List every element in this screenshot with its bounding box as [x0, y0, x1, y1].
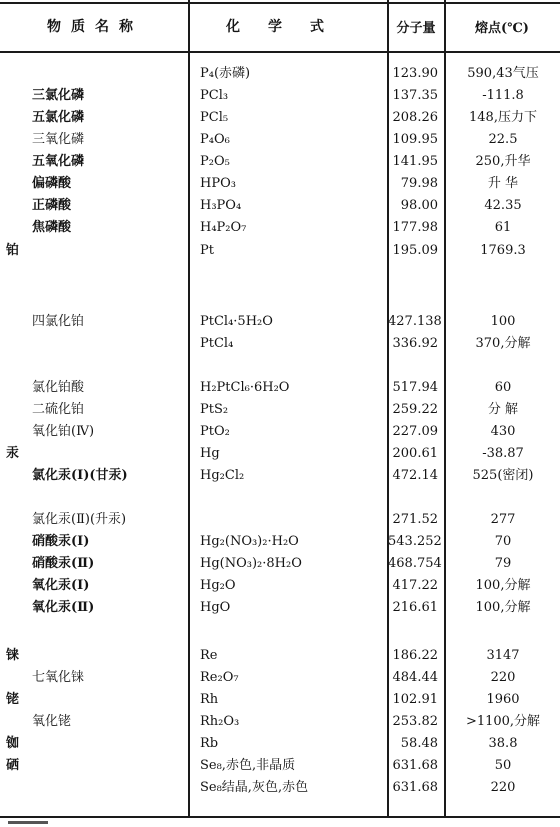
melting-point: 220 — [490, 670, 516, 685]
table-row — [0, 129, 560, 151]
molecular-weight: 271.52 — [392, 512, 438, 527]
molecular-weight: 98.00 — [400, 198, 438, 213]
substance-name: 焦磷酸 — [32, 220, 72, 235]
element-name: 硒 — [6, 758, 20, 773]
molecular-weight: 79.98 — [400, 176, 438, 191]
page-footer-mark — [8, 821, 48, 824]
substance-name: 二硫化铂 — [32, 402, 85, 417]
substance-name: 硝酸汞(Ⅱ) — [32, 556, 95, 571]
table-row — [0, 597, 560, 619]
table-row — [0, 465, 560, 487]
table-row — [0, 217, 560, 239]
melting-point: 3147 — [486, 648, 520, 663]
substance-name: 四氯化铂 — [32, 314, 85, 329]
melting-point: 100,分解 — [475, 578, 531, 593]
chemical-formula: Hg₂Cl₂ — [200, 468, 245, 483]
table-row — [0, 333, 560, 355]
table-row — [0, 85, 560, 107]
chemical-formula: PtO₂ — [200, 424, 230, 439]
table-row — [0, 667, 560, 689]
table-header — [0, 0, 560, 52]
table-row — [0, 689, 560, 711]
element-name: 铂 — [6, 243, 20, 258]
header-substance-name: 物质名称 — [47, 19, 143, 35]
molecular-weight: 177.98 — [392, 220, 438, 235]
melting-point: 22.5 — [488, 132, 518, 147]
melting-point: 1769.3 — [480, 243, 526, 258]
chemical-formula: H₃PO₄ — [200, 198, 242, 213]
element-name: 汞 — [6, 446, 20, 461]
melting-point: -111.8 — [482, 88, 524, 103]
header-chemical-formula: 化学式 — [226, 19, 352, 35]
chemical-formula: Se₈结晶,灰色,赤色 — [200, 780, 309, 795]
substance-name: 氯化汞(Ⅱ)(升汞) — [32, 512, 127, 527]
table-row — [0, 645, 560, 667]
table-row — [0, 553, 560, 575]
melting-point: 525(密闭) — [472, 468, 534, 483]
chemical-formula: Re — [200, 648, 218, 663]
molecular-weight: 227.09 — [392, 424, 438, 439]
chemical-formula: PtS₂ — [200, 402, 229, 417]
chemical-formula: Se₈,赤色,非晶质 — [200, 758, 296, 773]
substance-name: 五氯化磷 — [32, 110, 85, 125]
chemical-formula: Rh — [200, 692, 219, 707]
molecular-weight: 216.61 — [392, 600, 438, 615]
molecular-weight: 58.48 — [400, 736, 438, 751]
melting-point: 1960 — [486, 692, 520, 707]
melting-point: 42.35 — [484, 198, 522, 213]
molecular-weight: 123.90 — [392, 66, 438, 81]
chemical-formula: P₄(赤磷) — [200, 66, 251, 81]
melting-point: 61 — [494, 220, 512, 235]
header-molecular-weight: 分子量 — [396, 20, 436, 36]
melting-point: 升 华 — [487, 176, 519, 191]
molecular-weight: 186.22 — [392, 648, 438, 663]
substance-name: 氯化汞(Ⅰ)(甘汞) — [32, 468, 128, 483]
chemical-formula: Pt — [200, 243, 214, 258]
molecular-weight: 517.94 — [392, 380, 438, 395]
substance-name: 正磷酸 — [32, 198, 72, 213]
table-row — [0, 63, 560, 85]
substance-name: 七氧化铼 — [32, 670, 85, 685]
melting-point: 250,升华 — [475, 154, 531, 169]
table-row — [0, 195, 560, 217]
melting-point: 277 — [490, 512, 516, 527]
chemical-formula: PtCl₄ — [200, 336, 234, 351]
table-row — [0, 173, 560, 195]
molecular-weight: 253.82 — [392, 714, 438, 729]
molecular-weight: 137.35 — [392, 88, 438, 103]
molecular-weight: 259.22 — [392, 402, 438, 417]
substance-name: 氧化铑 — [32, 714, 72, 729]
substance-name: 硝酸汞(Ⅰ) — [32, 534, 90, 549]
table-row — [0, 755, 560, 777]
table-row — [0, 311, 560, 333]
chemical-formula: Hg(NO₃)₂·8H₂O — [200, 556, 302, 571]
melting-point: 100 — [490, 314, 516, 329]
molecular-weight: 336.92 — [392, 336, 438, 351]
melting-point: 100,分解 — [475, 600, 531, 615]
table-row — [0, 377, 560, 399]
melting-point: 分 解 — [487, 402, 519, 417]
molecular-weight: 195.09 — [392, 243, 438, 258]
table-row — [0, 509, 560, 531]
chemical-formula: Rh₂O₃ — [200, 714, 240, 729]
molecular-weight: 141.95 — [392, 154, 438, 169]
melting-point: 220 — [490, 780, 516, 795]
molecular-weight: 631.68 — [392, 780, 438, 795]
chemical-formula: Hg — [200, 446, 220, 461]
chemical-formula: Hg₂O — [200, 578, 236, 593]
bottom-border — [0, 816, 560, 818]
chemical-formula: PCl₃ — [200, 88, 229, 103]
substance-name: 三氧化磷 — [32, 132, 85, 147]
melting-point: 430 — [490, 424, 516, 439]
chemical-formula: HPO₃ — [200, 176, 236, 191]
header-melting-point: 熔点(℃) — [475, 20, 529, 36]
table-row — [0, 575, 560, 597]
chemical-formula: PCl₅ — [200, 110, 229, 125]
element-name: 铷 — [6, 736, 20, 751]
chemical-formula: Hg₂(NO₃)₂·H₂O — [200, 534, 299, 549]
melting-point: 50 — [494, 758, 512, 773]
melting-point: 70 — [494, 534, 512, 549]
melting-point: 79 — [494, 556, 512, 571]
top-border — [0, 2, 560, 4]
table-row — [0, 443, 560, 465]
substance-name: 五氧化磷 — [32, 154, 85, 169]
molecular-weight: 208.26 — [392, 110, 438, 125]
molecular-weight: 543.252 — [388, 534, 442, 549]
table-row — [0, 399, 560, 421]
melting-point: 60 — [494, 380, 512, 395]
melting-point: -38.87 — [482, 446, 524, 461]
table-row — [0, 107, 560, 129]
table-row — [0, 531, 560, 553]
molecular-weight: 417.22 — [392, 578, 438, 593]
melting-point: 590,43气压 — [467, 66, 539, 81]
melting-point: 38.8 — [488, 736, 518, 751]
element-name: 铑 — [6, 692, 20, 707]
table-row — [0, 421, 560, 443]
molecular-weight: 109.95 — [392, 132, 438, 147]
chemical-formula: H₄P₂O₇ — [200, 220, 247, 235]
chemical-formula: Re₂O₇ — [200, 670, 239, 685]
melting-point: 148,压力下 — [469, 110, 537, 125]
substance-name: 氧化汞(Ⅰ) — [32, 578, 90, 593]
chemical-formula: HgO — [200, 600, 231, 615]
substance-name: 偏磷酸 — [32, 176, 72, 191]
table-row — [0, 777, 560, 799]
molecular-weight: 472.14 — [392, 468, 438, 483]
substance-name: 氧化汞(Ⅱ) — [32, 600, 95, 615]
melting-point: 370,分解 — [475, 336, 531, 351]
chemical-formula: PtCl₄·5H₂O — [200, 314, 273, 329]
molecular-weight: 200.61 — [392, 446, 438, 461]
molecular-weight: 468.754 — [388, 556, 442, 571]
header-divider — [0, 51, 560, 53]
table-row — [0, 711, 560, 733]
table-row — [0, 240, 560, 262]
element-name: 铼 — [6, 648, 20, 663]
substance-name: 氧化铂(Ⅳ) — [32, 424, 95, 439]
chemical-formula: P₂O₅ — [200, 154, 230, 169]
substance-name: 氯化铂酸 — [32, 380, 85, 395]
table-row — [0, 733, 560, 755]
molecular-weight: 484.44 — [392, 670, 438, 685]
chemical-formula: H₂PtCl₆·6H₂O — [200, 380, 290, 395]
substance-name: 三氯化磷 — [32, 88, 85, 103]
molecular-weight: 427.138 — [388, 314, 442, 329]
melting-point: >1100,分解 — [465, 714, 541, 729]
molecular-weight: 631.68 — [392, 758, 438, 773]
chemical-formula: P₄O₆ — [200, 132, 230, 147]
chemical-formula: Rb — [200, 736, 219, 751]
molecular-weight: 102.91 — [392, 692, 438, 707]
table-row — [0, 151, 560, 173]
